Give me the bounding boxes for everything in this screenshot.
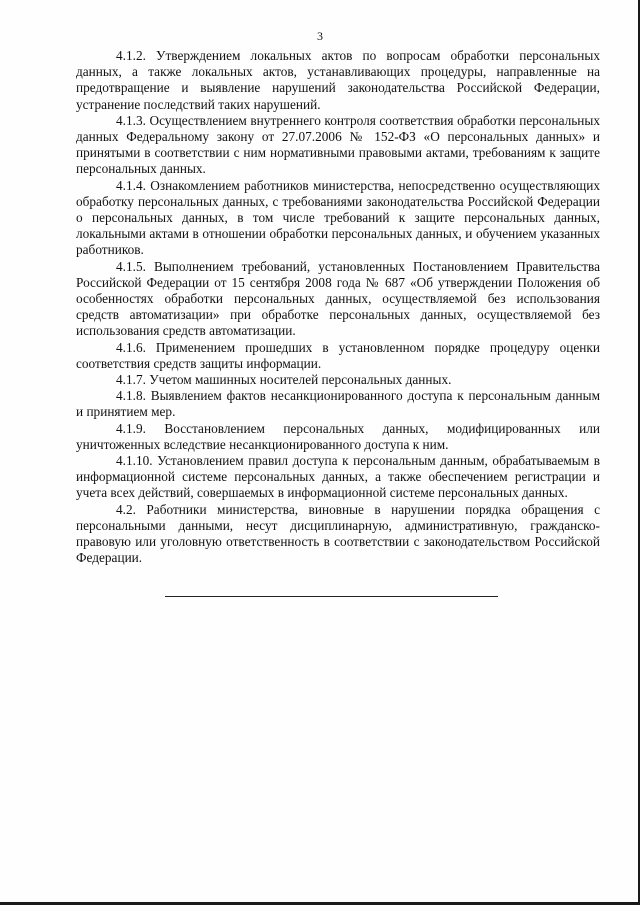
paragraph-4-1-10: 4.1.10. Установлением правил доступа к персональным данным, обрабатываемым в информационной системе персональных данных, а также обеспечением регистрации и учета всех действий, совершаемых в информационной системе персональных данных. bbox=[76, 453, 600, 501]
paragraph-4-1-8: 4.1.8. Выявлением фактов несанкционированного доступа к персональным данным и принятием мер. bbox=[76, 388, 600, 420]
document-body bbox=[76, 48, 600, 567]
paragraph-4-1-3: 4.1.3. Осуществлением внутреннего контроля соответствия обработки персональных данных Федеральному закону от 27.07.2006 № 152-ФЗ «О персональных данных» и принятыми в соответствии с ним нормативными правовыми актами, требованиям к защите персональных данных. bbox=[76, 112, 600, 177]
paragraph-4-1-5: 4.1.5. Выполнением требований, установленных Постановлением Правительства Российской Федерации от 15 сентября 2008 года № 687 «Об утверждении Положения об особенностях обработки персональных данных, осуществляемой без использования средств автоматизации» при обработке персональных данных, осуществляемой без использования средств автоматизации. bbox=[76, 258, 600, 339]
paragraph-4-1-9: 4.1.9. Восстановлением персональных данных, модифицированных или уничтоженных вследствие несанкционированного доступа к ним. bbox=[76, 420, 600, 452]
paragraph-4-1-6: 4.1.6. Применением прошедших в установленном порядке процедуру оценки соответствия средств защиты информации. bbox=[76, 339, 600, 371]
paragraph-4-1-4: 4.1.4. Ознакомлением работников министерства, непосредственно осуществляющих обработку персональных данных, с требованиями законодательства Российской Федерации о персональных данных, в том числе требований к защите персональных данных, локальными актами в отношении обработки персональных данных, и обучением указанных работников. bbox=[76, 177, 600, 258]
paragraph-4-1-7: 4.1.7. Учетом машинных носителей персональных данных. bbox=[116, 372, 452, 388]
paragraph-4-2: 4.2. Работники министерства, виновные в нарушении порядка обращения с персональными данными, несут дисциплинарную, административную, гражданско-правовую или уголовную ответственность в соответствии с законодательством Российской Федерации. bbox=[76, 501, 600, 566]
paragraph-4-1-2: 4.1.2. Утверждением локальных актов по вопросам обработки персональных данных, а также локальных актов, устанавливающих процедуры, направленные на предотвращение и выявление нарушений законодательства Российской Федерации, устранение последствий таких нарушений. bbox=[76, 48, 600, 112]
page-number: 3 bbox=[317, 29, 323, 43]
end-of-text-rule bbox=[165, 596, 498, 597]
